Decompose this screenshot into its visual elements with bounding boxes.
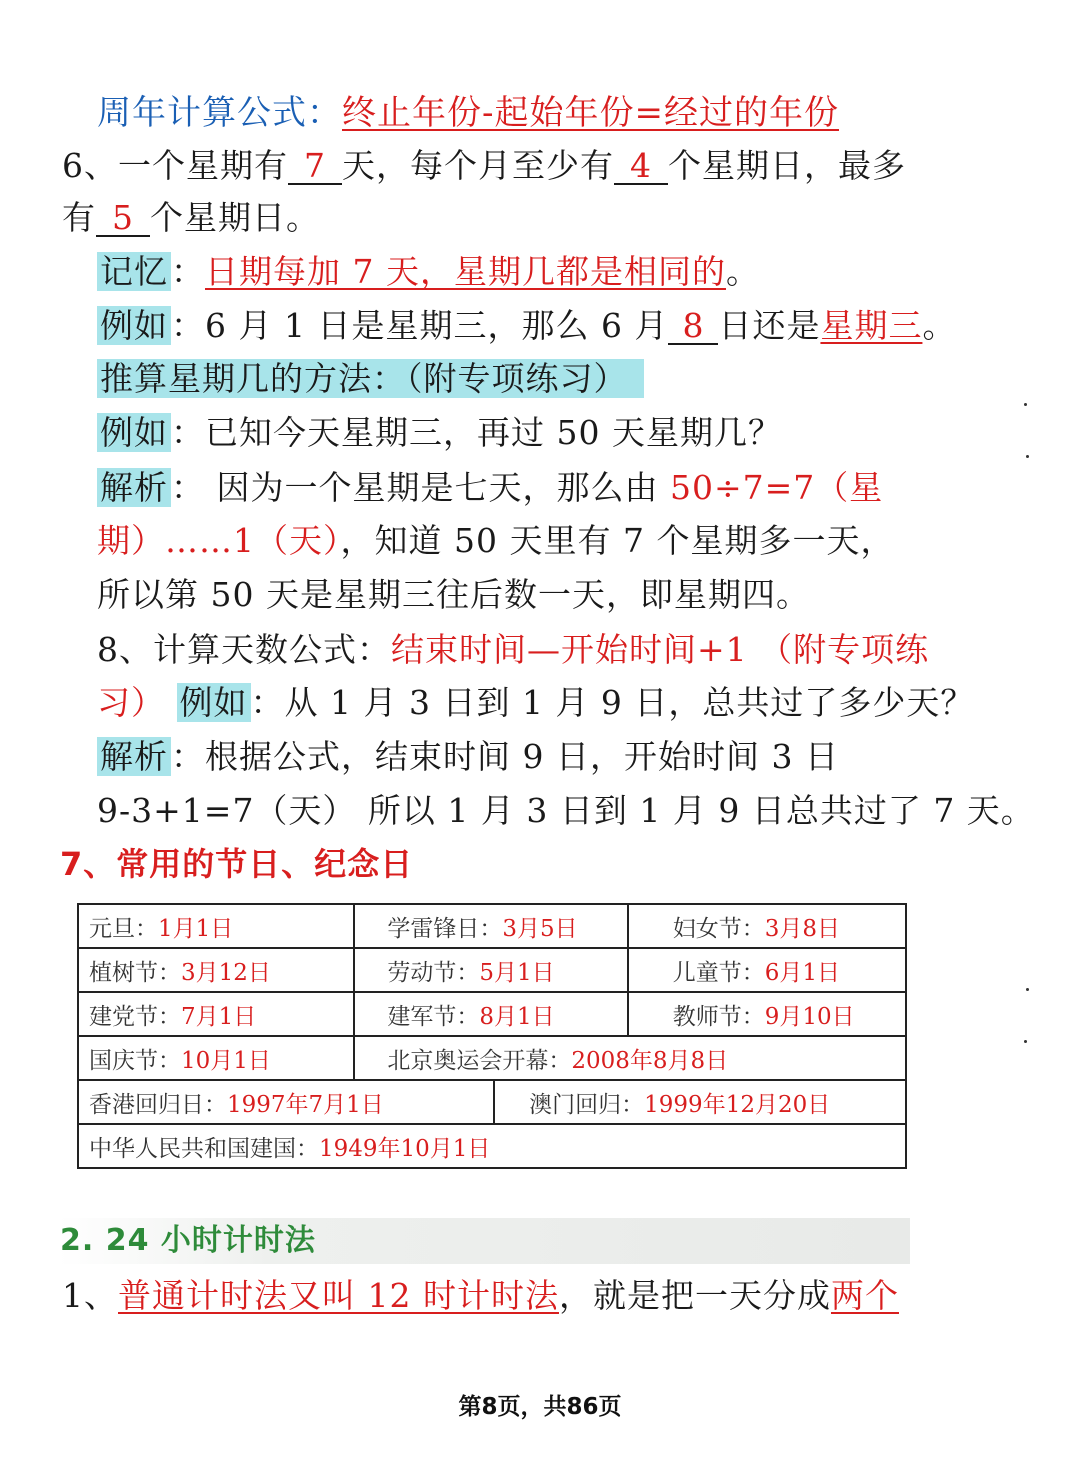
item-1-line: [62, 1275, 899, 1317]
q8-formula: 结束时间—开始时间+1 （附专项练: [391, 630, 930, 669]
scan-speck: [1026, 455, 1029, 458]
analysis-1-line-3: [97, 574, 810, 616]
page-number: 第8页，共86页: [458, 1394, 622, 1420]
festival-name: 国庆节：: [89, 1047, 181, 1074]
festival-date: 10月1日: [181, 1047, 271, 1074]
example-1-line: [97, 305, 956, 347]
example1-blank: 8: [668, 309, 718, 345]
festival-name: 香港回归日：: [89, 1091, 227, 1118]
festival-date: 6月1日: [764, 959, 840, 986]
item1-red-2: 两个: [830, 1276, 899, 1315]
example1-end: 。: [922, 306, 957, 345]
scan-speck: [1024, 403, 1027, 406]
table-cell: [78, 904, 354, 948]
table-row: [78, 1036, 906, 1080]
item1-red: 普通计时法又叫 12 时计时法: [118, 1276, 559, 1315]
method-title: 推算星期几的方法：（附专项练习）: [97, 359, 644, 398]
anniversary-formula: [97, 92, 839, 134]
analysis1-red-1: 50÷7=7（星: [669, 468, 884, 507]
festival-name: 儿童节：: [672, 959, 765, 986]
festival-date: 7月1日: [181, 1003, 257, 1030]
q8-formula-2: 习）: [97, 683, 165, 722]
q6-answer-min: 4: [614, 149, 668, 185]
section-7-title: 7、常用的节日、纪念日: [60, 845, 414, 883]
analysis2-text-2: 9-3+1=7（天） 所以 1 月 3 日到 1 月 9 日总共过了 7 天。: [97, 791, 1035, 830]
q6-answer-max: 5: [96, 201, 150, 237]
question-6-line-2: [62, 197, 320, 239]
memory-colon: ：: [171, 252, 205, 291]
table-cell: [354, 992, 627, 1036]
table-cell: [78, 992, 354, 1036]
festival-date: 1949年10月1日: [319, 1135, 491, 1162]
memory-end: 。: [725, 252, 760, 291]
memory-text: 日期每加 7 天，星期几都是相同的: [205, 252, 726, 291]
question-8-line-2: [97, 682, 974, 724]
table-cell: [78, 1124, 906, 1168]
festival-date: 3月12日: [181, 959, 271, 986]
table-cell: [78, 1080, 494, 1124]
table-cell: [354, 1036, 906, 1080]
q6-text-4: 有: [62, 198, 96, 237]
method-title-line: [97, 358, 644, 400]
item1-prefix: 1、: [62, 1276, 118, 1315]
festival-date: 1月1日: [158, 915, 234, 942]
festival-name: 澳门回归：: [529, 1091, 645, 1118]
festival-date: 1997年7月1日: [227, 1091, 384, 1118]
table-cell: [628, 948, 906, 992]
analysis1-label: 解析: [97, 468, 171, 507]
table-cell: [354, 948, 627, 992]
example2-text: ：已知今天星期三，再过 50 天星期几？: [171, 413, 782, 452]
festival-name: 妇女节：: [672, 915, 765, 942]
festival-name: 建党节：: [89, 1003, 181, 1030]
scan-speck: [1026, 988, 1029, 991]
festival-date: 9月10日: [764, 1003, 855, 1030]
table-row: [78, 1124, 906, 1168]
q6-text-3: 个星期日，最多: [668, 146, 906, 185]
question-8-line-1: [97, 629, 929, 671]
analysis1-red-2: 期）……1（天）: [97, 521, 341, 560]
festival-date: 2008年8月8日: [571, 1047, 729, 1074]
memory-label: 记忆: [97, 252, 171, 291]
analysis-1-line-1: [97, 467, 883, 509]
q8-example-label: 例如: [177, 683, 251, 722]
festival-date: 3月8日: [764, 915, 840, 942]
festival-name: 植树节：: [89, 959, 181, 986]
analysis2-text: ：根据公式，结束时间 9 日，开始时间 3 日: [171, 737, 839, 776]
festival-name: 教师节：: [672, 1003, 765, 1030]
festival-name: 元旦：: [89, 915, 158, 942]
table-cell: [494, 1080, 906, 1124]
memory-line: [97, 251, 760, 293]
item1-text: ，就是把一天分成: [558, 1276, 831, 1315]
festivals-table: [77, 903, 907, 1169]
table-cell: [78, 1036, 354, 1080]
q6-text-2: 天，每个月至少有: [342, 146, 614, 185]
formula-text: 终止年份-起始年份=经过的年份: [342, 93, 839, 133]
festival-name: 劳动节：: [387, 959, 480, 986]
example1-text2: 日还是: [718, 306, 821, 345]
festival-date: 5月1日: [479, 959, 555, 986]
formula-label: 周年计算公式：: [97, 93, 342, 133]
section-2-title: 2. 24 小时计时法: [60, 1223, 316, 1258]
festival-name: 北京奥运会开幕：: [387, 1047, 572, 1074]
table-row: [78, 904, 906, 948]
q8-text: ：从 1 月 3 日到 1 月 9 日，总共过了多少天？: [250, 683, 975, 722]
q6-text-1: 6、一个星期有: [62, 146, 288, 185]
analysis1-text: ： 因为一个星期是七天，那么由: [171, 468, 670, 507]
analysis-1-line-2: [97, 520, 894, 562]
festival-date: 1999年12月20日: [644, 1091, 831, 1118]
table-cell: [78, 948, 354, 992]
festival-date: 3月5日: [502, 915, 578, 942]
q6-answer-days: 7: [288, 149, 342, 185]
table-row: [78, 1080, 906, 1124]
example1-label: 例如: [97, 306, 171, 345]
table-cell: [628, 992, 906, 1036]
table-cell: [628, 904, 906, 948]
analysis-2-line-1: [97, 736, 839, 778]
example1-answer: 星期三: [820, 306, 923, 345]
table-row: [78, 948, 906, 992]
question-6-line-1: [62, 145, 906, 187]
table-row: [78, 992, 906, 1036]
table-cell: [354, 904, 627, 948]
example1-text: ：6 月 1 日是星期三，那么 6 月: [171, 306, 669, 345]
festival-date: 8月1日: [479, 1003, 555, 1030]
scan-speck: [1024, 1040, 1027, 1043]
festival-name: 建军节：: [387, 1003, 480, 1030]
q6-text-5: 个星期日。: [150, 198, 320, 237]
festival-name: 中华人民共和国建国：: [89, 1135, 319, 1162]
festival-name: 学雷锋日：: [387, 915, 503, 942]
analysis1-text-2: ，知道 50 天里有 7 个星期多一天，: [340, 521, 895, 560]
q8-prefix: 8、计算天数公式：: [97, 630, 391, 669]
analysis1-text-3: 所以第 50 天是星期三往后数一天，即星期四。: [97, 575, 810, 614]
example-2-line: [97, 412, 782, 454]
example2-label: 例如: [97, 413, 171, 452]
analysis-2-line-2: [97, 790, 1035, 832]
analysis2-label: 解析: [97, 737, 171, 776]
